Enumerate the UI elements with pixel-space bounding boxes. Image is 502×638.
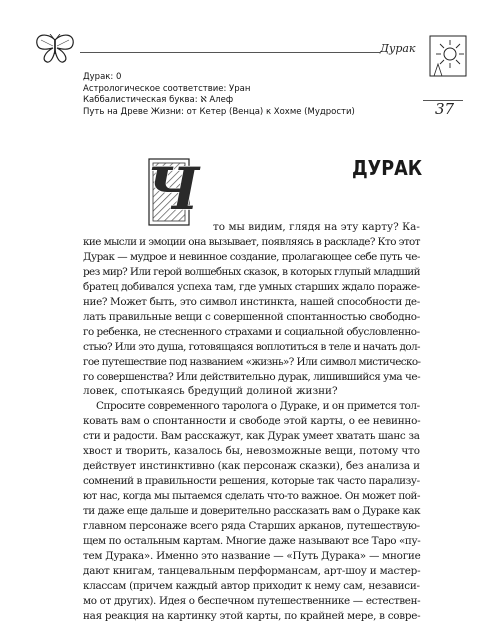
text-line: го ребенка, не стесненного страхами и социальной обусловленно- xyxy=(83,325,420,338)
text-line: кие мысли и эмоции она вызывает, появляясь в раскладе? Кто этот xyxy=(83,235,420,248)
page-number: 37 xyxy=(435,100,455,118)
fool-value: 0 xyxy=(115,72,122,82)
card-metadata xyxy=(83,72,355,118)
text-line: то мы видим, глядя на эту карту? Ка- xyxy=(213,221,420,233)
kabbalah-value: ℵ Алеф xyxy=(200,95,234,105)
text-line: сомнений в правильности решения, которые так часто парализу- xyxy=(83,475,420,488)
text-line: гое путешествие под названием «жизнь»? Или символ мистическо- xyxy=(83,355,421,368)
text-line: ковать вам о спонтанности и свободе этой карты, о ее невинно- xyxy=(83,415,421,428)
text-line: стью? Или это душа, готовящаяся воплотиться в теле и начать дол- xyxy=(83,340,420,353)
chapter-title: ДУРАК xyxy=(352,156,423,180)
text-line: главном персонаже всего ряда Старших арканов, путешествую- xyxy=(83,520,420,533)
fool-label: Дурак: xyxy=(83,72,114,82)
header-rule xyxy=(80,52,380,53)
kabbalah-label: Каббалистическая буква: xyxy=(83,95,198,105)
astro-label: Астрологическое соответствие: xyxy=(83,83,227,94)
meta-row-path xyxy=(83,107,355,119)
text-line: действует инстинктивно (как персонаж сказки), без анализа и xyxy=(83,460,420,473)
path-value: от Кетер (Венца) к Хохме (Мудрости) xyxy=(186,106,355,117)
text-line: классам (причем каждый автор приходит к нему сам, независи- xyxy=(83,579,420,592)
text-line: мо от других). Идея о беспечном путешественнике — естествен- xyxy=(83,594,421,607)
text-line: го совершенства? Или действительно дурак, лишившийся ума че- xyxy=(83,370,421,383)
text-line: ют нас, когда мы пытаемся сделать что-то важное. Он может пой- xyxy=(83,490,420,503)
text-line: Спросите современного таролога о Дураке, и он примется тол- xyxy=(96,400,420,413)
running-head: Дурак xyxy=(380,42,416,55)
text-line: ная реакция на картинку этой карты, по крайней мере, в совре- xyxy=(83,609,421,622)
text-line: Дурак — мудрое и невинное создание, пролагающее себе путь че- xyxy=(83,250,420,263)
astro-value: Уран xyxy=(229,83,251,94)
butterfly-ornament-icon xyxy=(33,34,77,64)
text-line: хвост и творить, казалось бы, невозможные вещи, потому что xyxy=(83,445,420,458)
path-label: Путь на Древе Жизни: xyxy=(83,106,184,117)
meta-row-number xyxy=(83,72,355,84)
meta-row-kabbalah xyxy=(83,95,355,107)
text-line: дают книгам, танцевальным перформансам, арт-шоу и мастер- xyxy=(83,564,421,577)
text-line: сти и радости. Вам расскажут, как Дурак умеет хватать шанс за xyxy=(83,430,420,443)
text-line: лать правильные вещи с совершенной спонтанностью свободно- xyxy=(83,310,420,323)
text-line: братец добивался успеха там, где умных старших ждало пораже- xyxy=(83,280,420,293)
text-line: щем по остальным картам. Многие даже называют все Таро «пу- xyxy=(83,535,421,548)
dropcap-letter: Ч xyxy=(146,157,200,223)
body-text xyxy=(83,220,420,624)
text-line: ловек, спотыкаясь бредущий долиной жизни? xyxy=(83,385,338,398)
meta-row-astro xyxy=(83,84,355,96)
text-line: ние? Может быть, это символ инстинкта, нашей способности де- xyxy=(83,295,420,308)
dropcap-card xyxy=(143,157,209,227)
text-line: тем Дурака». Именно это название — «Путь Дурака» — многие xyxy=(83,549,421,562)
text-line: рез мир? Или герой волшебных сказок, в которых глупый младший xyxy=(83,265,420,278)
text-line: ти даже еще дальше и доверительно рассказать вам о Дураке как xyxy=(83,505,421,518)
sun-card-thumbnail-icon xyxy=(426,34,470,78)
